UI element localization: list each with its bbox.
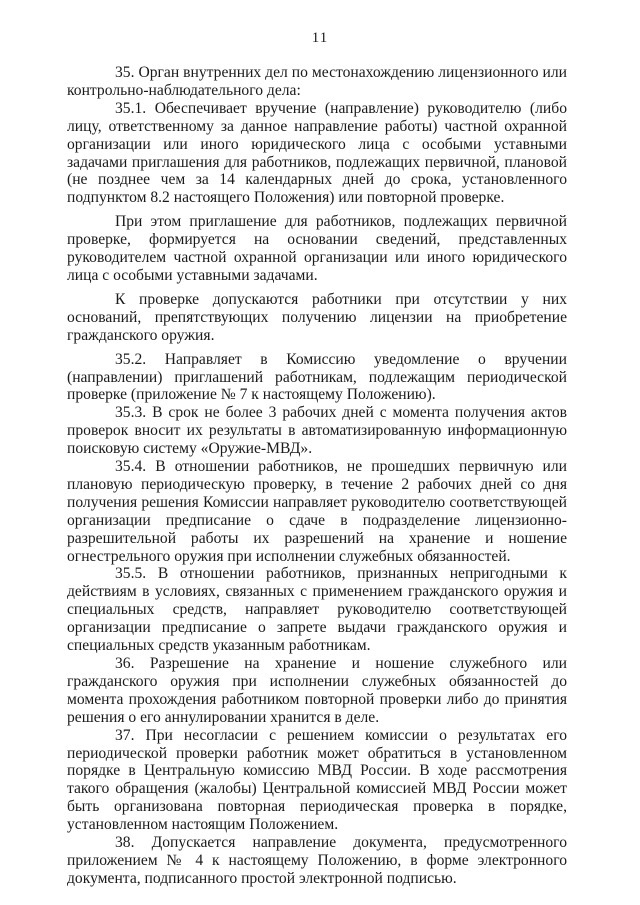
paragraph-35-3: 35.3. В срок не более 3 рабочих дней с момента получения актов проверок вносит их результаты в автоматизированную информационную поисковую систему «Оружие-МВД».	[67, 404, 567, 458]
paragraph-38: 38. Допускается направление документа, предусмотренного приложением № 4 к настоящему Положению, в форме электронного документа, подписанного простой электронной подписью.	[67, 834, 567, 887]
paragraph-36: 36. Разрешение на хранение и ношение служебного или гражданского оружия при исполнении служебных обязанностей до момента прохождения работником повторной проверки либо до принятия решения о его аннулировании хранится в деле.	[67, 655, 567, 726]
paragraph-37: 37. При несогласии с решением комиссии о результатах его периодической проверки работник может обратиться в установленном порядке в Центральную комиссию МВД России. В ходе рассмотрения такого обращения (жалобы) Центральной комиссией МВД России может быть организована повторная периодическая проверка в порядке, установленном настоящим Положением.	[67, 726, 567, 834]
paragraph-35-5: 35.5. В отношении работников, признанных непригодными к действиям в условиях, связанных с применением гражданского оружия и специальных средств, направляет руководителю соответствующей организации предписание о запрете выдачи гражданского оружия и специальных средств указанным работникам.	[67, 565, 567, 655]
paragraph-35-2: 35.2. Направляет в Комиссию уведомление о вручении (направлении) приглашений работникам, подлежащим периодической проверке (приложение № 7 к настоящему Положению).	[67, 350, 567, 404]
paragraph-invitation-note: При этом приглашение для работников, подлежащих первичной проверке, формируется на основании сведений, представленных руководителем частной охранной организации или иного юридического лица с особыми уставными задачами.	[67, 213, 567, 284]
paragraph-35-1: 35.1. Обеспечивает вручение (направление) руководителю (либо лицу, ответственному за данное направление работы) частной охранной организации или иного юридического лица с особыми уставными задачами приглашения для работников, подлежащих первичной, плановой (не позднее чем за 14 календарных дней до срока, установленного подпунктом 8.2 настоящего Положения) или повторной проверке.	[67, 99, 567, 207]
paragraph-35: 35. Орган внутренних дел по местонахождению лицензионного или контрольно-наблюдательного дела:	[67, 64, 567, 99]
page-number: 11	[311, 30, 329, 46]
paragraph-35-4: 35.4. В отношении работников, не прошедших первичную или плановую периодическую проверку, в течение 2 рабочих дней со дня получения решения Комиссии направляет руководителю соответствующей организации предписание о сдаче в подразделение лицензионно-разрешительной работы их разрешений на хранение и ношение огнестрельного оружия при исполнении служебных обязанностей.	[67, 458, 567, 565]
document-body	[67, 64, 567, 888]
paragraph-admission-note: К проверке допускаются работники при отсутствии у них оснований, препятствующих получению лицензии на приобретение гражданского оружия.	[67, 290, 567, 344]
